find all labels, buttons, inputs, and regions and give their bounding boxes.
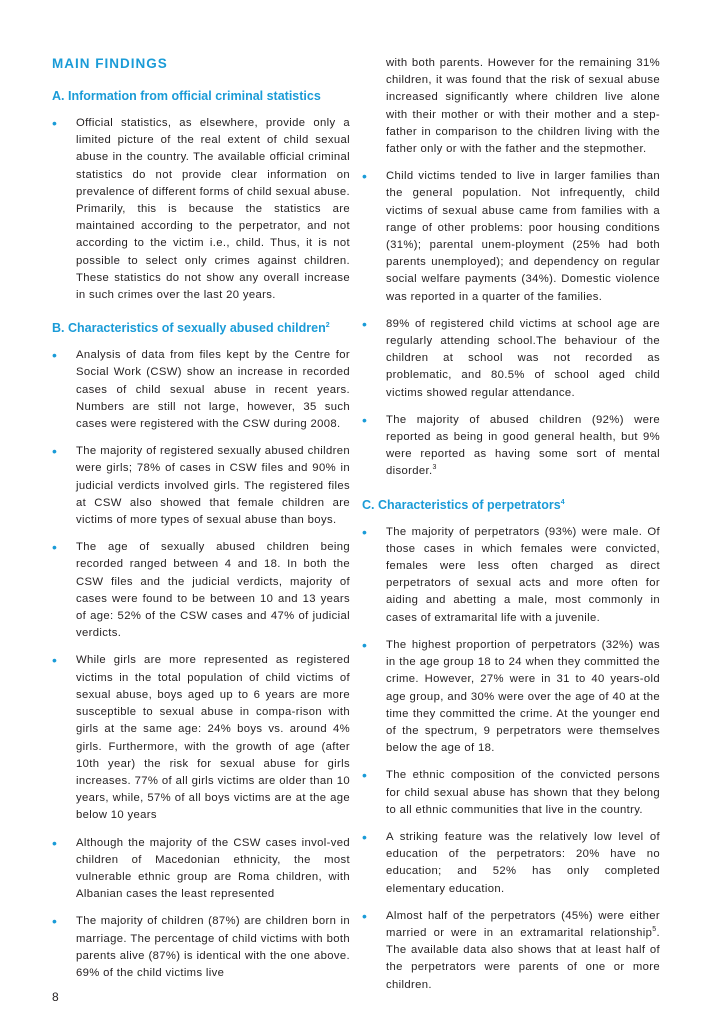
list-item bbox=[52, 443, 350, 529]
bullet-text: While girls are more represented as registered victims in the total population of child victims of sexual abuse, boys aged up to 6 years are more susceptible to sexual abuse in compa-rison with girls at the same age: 24% boys vs. around 4% girls. Furthermore, with the growth of age (after 10th year) the risk for sexual abuse for girls increases. 77% of all girls victims are older than 10 years, while, 57% of all boys victims are at the age below 10 years bbox=[76, 654, 350, 822]
bullet-text: Analysis of data from files kept by the Centre for Social Work (CSW) show an increase in recorded cases of child sexual abuse in recent years. Numbers are still not large, however, 35 such cases were registered with the CSW during 2008. bbox=[76, 349, 350, 431]
bullet-icon: • bbox=[52, 652, 57, 669]
bullet-icon: • bbox=[52, 443, 57, 460]
bullet-text: Child victims tended to live in larger families than the general population. Not infrequently, child victims of sexual abuse came from families with a range of other problems: poor housing conditions (31%); parental unem-ployment (25% had both parents unemployed); and dependency on regular social welfare payments (34%). Domestic violence was reported in a quarter of the families. bbox=[386, 170, 660, 303]
bullet-text: Although the majority of the CSW cases invol-ved children of Macedonian ethnicity, the most vulnerable ethnic group are Roma children, with Albanian cases the least represented bbox=[76, 836, 350, 901]
list-item bbox=[362, 637, 660, 757]
bullet-text: The majority of abused children (92%) were reported as being in good general health, but 9% were reported as having some sort of mental disorder.$^3$ bbox=[386, 413, 660, 478]
bullet-icon: • bbox=[362, 767, 367, 784]
section-b-list-continued bbox=[362, 168, 660, 480]
bullet-text: Almost half of the perpetrators (45%) were either married or were in an extramarital relationship$^5$. The available data also shows that at least half of the perpetrators were parents of one or more children. bbox=[386, 909, 660, 991]
left-column bbox=[52, 55, 350, 998]
list-item bbox=[52, 913, 350, 982]
list-item bbox=[52, 539, 350, 642]
bullet-text: The highest proportion of perpetrators (32%) was in the age group 18 to 24 when they committed the crime. However, 27% were in 31 to 40 years-old age group, and 30% were over the age of 40 at the time they committed the crime. At the younger end of the spectrum, 9 perpetrators were themselves below the age of 18. bbox=[386, 638, 660, 755]
section-a-heading: A. Information from official criminal statistics bbox=[52, 89, 321, 103]
section-c-heading: C. Characteristics of perpetrators$^4$ bbox=[362, 497, 565, 512]
bullet-continuation: with both parents. However for the remaining 31% children, it was found that the risk of sexual abuse increased significantly where children live alone with their mother or with their mother and a step-father in comparison to the children living with the father only or with the father and the stepmother. bbox=[386, 57, 660, 156]
footnote-ref: 5 bbox=[652, 926, 657, 934]
list-item bbox=[362, 767, 660, 819]
bullet-icon: • bbox=[362, 168, 367, 185]
section-b-heading: B. Characteristics of sexually abused children$^2$ bbox=[52, 321, 330, 336]
list-item bbox=[52, 652, 350, 824]
page-number: 8 bbox=[52, 990, 59, 1004]
bullet-icon: • bbox=[52, 115, 57, 131]
right-column bbox=[362, 55, 660, 1010]
footnote-ref: 4 bbox=[560, 498, 565, 506]
section-a-list bbox=[52, 115, 350, 304]
list-item bbox=[362, 316, 660, 402]
bullet-icon: • bbox=[362, 828, 367, 845]
bullet-text: 89% of registered child victims at school age are regularly attending school.The behaviour of the children at school was not recorded as problematic, and 80.5% of school aged child victims showed regular attendance. bbox=[386, 317, 660, 399]
bullet-icon: • bbox=[362, 636, 367, 653]
footnote-ref: 3 bbox=[432, 464, 437, 472]
section-c-list bbox=[362, 524, 660, 994]
list-item bbox=[362, 829, 660, 898]
list-item bbox=[52, 835, 350, 904]
footnote-ref: 2 bbox=[325, 322, 330, 330]
bullet-icon: • bbox=[52, 347, 57, 364]
bullet-text: A striking feature was the relatively low level of education of the perpetrators: 20% have no education; and 52% has only completed elementary education. bbox=[386, 830, 660, 895]
bullet-icon: • bbox=[362, 523, 367, 540]
bullet-text: The ethnic composition of the convicted persons for child sexual abuse has shown that they belong to all ethnic communities that live in the country. bbox=[386, 769, 660, 816]
section-b-list bbox=[52, 347, 350, 982]
list-item bbox=[52, 347, 350, 433]
bullet-text: The majority of registered sexually abused children were girls; 78% of cases in CSW files and 90% in judicial verdicts involved girls. The registered files at CSW also showed that female children are victims of more types of sexual abuse than boys. bbox=[76, 445, 350, 527]
list-item bbox=[362, 412, 660, 481]
page-title: MAIN FINDINGS bbox=[52, 56, 168, 71]
list-item bbox=[52, 115, 350, 304]
list-item bbox=[362, 168, 660, 306]
list-item bbox=[362, 524, 660, 627]
list-item bbox=[362, 908, 660, 994]
bullet-text: The majority of children (87%) are children born in marriage. The percentage of child victims with both parents alive (87%) is identical with the one above. 69% of the child victims live bbox=[76, 915, 350, 979]
bullet-text: The majority of perpetrators (93%) were male. Of those cases in which females were convicted, females were less often charged as direct perpetrators of sexual acts and more often for aiding and abetting a male, most commonly in cases of extramarital life with a juvenile. bbox=[386, 525, 660, 624]
bullet-icon: • bbox=[362, 907, 367, 924]
bullet-icon: • bbox=[362, 411, 367, 428]
bullet-text: The age of sexually abused children being recorded ranged between 4 and 18. In both the CSW files and the judicial verdicts, majority of cases were found to be between 10 and 13 years of age: 52% of the CSW cases and 47% of judicial verdicts. bbox=[76, 541, 350, 640]
bullet-text: Official statistics, as elsewhere, provide only a limited picture of the real extent of child sexual abuse in the country. The available official criminal statistics do not provide clear information on prevalence of different forms of child sexual abuse. Primarily, this is because the statistics are maintained according to the perpetrator, and not according to the victim i.e., child. Thus, it is not possible to select only crimes against children. These statistics do not show any overall increase in such crimes over the last 20 years. bbox=[76, 117, 350, 302]
bullet-icon: • bbox=[52, 834, 57, 851]
bullet-icon: • bbox=[362, 315, 367, 332]
bullet-icon: • bbox=[52, 913, 57, 930]
bullet-icon: • bbox=[52, 539, 57, 556]
